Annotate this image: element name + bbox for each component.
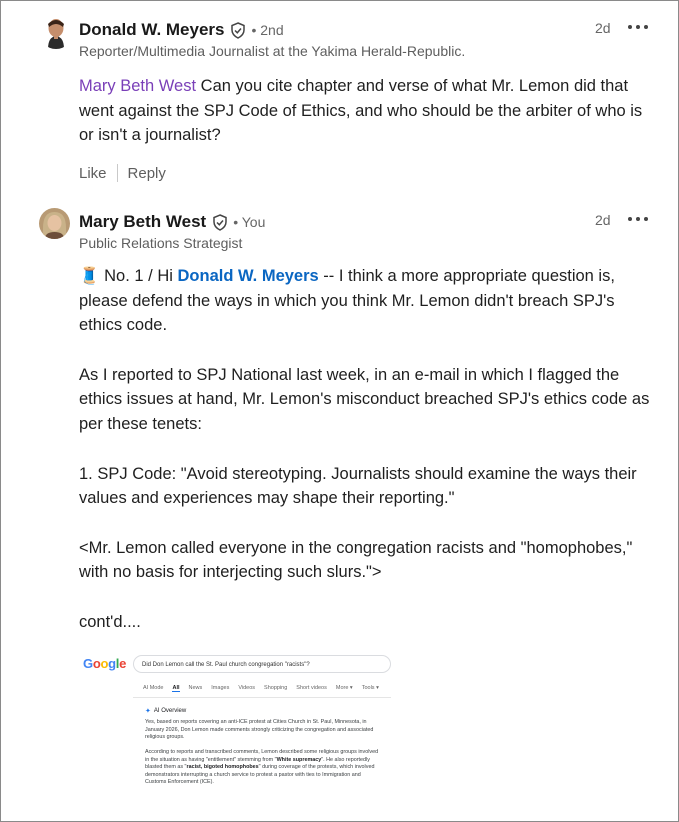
author-name[interactable]: Donald W. Meyers [79,20,225,39]
reply-button[interactable]: Reply [127,164,166,182]
thread-emoji-icon: 🧵 [79,267,100,285]
avatar[interactable] [39,208,70,239]
comment-paragraph: cont'd.... [79,612,141,631]
tab-short-videos: Short videos [296,685,327,691]
comment-body [79,264,651,635]
author-row [79,20,284,40]
comment-text: -- I think a more appropriate question is, please defend the ways in which you think Mr. Lemon didn't breach SPJ's ethics code. [79,267,615,335]
search-box: Did Don Lemon call the St. Paul church congregation "racists"? [133,655,391,673]
google-logo: Google [83,656,127,671]
tab-videos: Videos [238,685,256,691]
tab-tools: Tools ▾ [361,685,379,691]
comment-paragraph: As I reported to SPJ National last week, in an e-mail in which I flagged the ethics issues at hand, Mr. Lemon's misconduct breached SPJ's ethics code as per these tenets: [79,365,650,433]
verified-shield-icon [230,22,246,39]
text: ". He also reportedly blasted them as " [145,756,370,771]
comment-text: No. 1 / Hi [99,267,178,285]
comment-paragraph: <Mr. Lemon called everyone in the congregation racists and "homophobes," with no basis for interjecting such slurs."> [79,538,633,582]
ai-overview-paragraph [145,749,383,787]
text: According to reports and transcribed comments, Lemon described some religious groups involved in the situation as having "entitlement" stemming from " [145,749,379,763]
tab-images: Images [211,685,230,691]
author-headline: Reporter/Multimedia Journalist at the Yakima Herald-Republic. [79,43,466,59]
more-options-icon[interactable] [628,23,648,31]
comment-paragraph: 1. SPJ Code: "Avoid stereotyping. Journalists should examine the ways their values and experiences may shape their reporting." [79,464,637,508]
more-options-icon[interactable] [628,215,648,223]
ai-overview-paragraph: Yes, based on reports covering an anti-ICE protest at Cities Church in St. Paul, Minnesota, in January 2026, Don Lemon made comments strongly criticizing the congregation and associated religious groups. [145,719,374,741]
action-divider [117,164,118,182]
text: " during coverage of the protests, which involved demonstrators interrupting a church service to protest a pastor with ties to Immigration and Customs Enforcement (ICE). [145,764,375,786]
bold-text: White supremacy [276,756,322,763]
tab-news: News [188,685,203,691]
author-name[interactable]: Mary Beth West [79,212,207,231]
search-tabs [143,685,379,692]
timestamp: 2d [595,20,611,36]
divider [133,697,391,698]
mention-link[interactable]: Donald W. Meyers [177,267,319,285]
author-headline: Public Relations Strategist [79,235,243,251]
connection-degree: • 2nd [251,22,284,38]
comment-actions [79,164,166,182]
tab-ai-mode: AI Mode [143,685,164,691]
connection-degree: • You [233,214,266,230]
attached-screenshot[interactable] [79,649,391,822]
ai-overview-text: AI Overview [153,708,187,714]
comment-body [79,74,649,148]
tab-shopping: Shopping [264,685,288,691]
tab-more: More ▾ [335,685,353,691]
like-button[interactable]: Like [79,164,107,182]
bold-text: racist, bigoted homophobes [186,764,259,771]
timestamp: 2d [595,212,611,228]
mention-link[interactable]: Mary Beth West [79,77,197,95]
comment-text: Can you cite chapter and verse of what Mr. Lemon did that went against the SPJ Code of Ethics, and who should be the arbiter of who is or isn't a journalist? [79,77,643,145]
author-row [79,212,265,232]
tab-all: All [172,685,180,691]
ai-overview-label [145,707,186,715]
comment-donald [1,1,678,201]
avatar[interactable] [39,15,73,49]
sparkle-icon: ✦ [145,708,151,715]
verified-shield-icon [212,214,228,231]
